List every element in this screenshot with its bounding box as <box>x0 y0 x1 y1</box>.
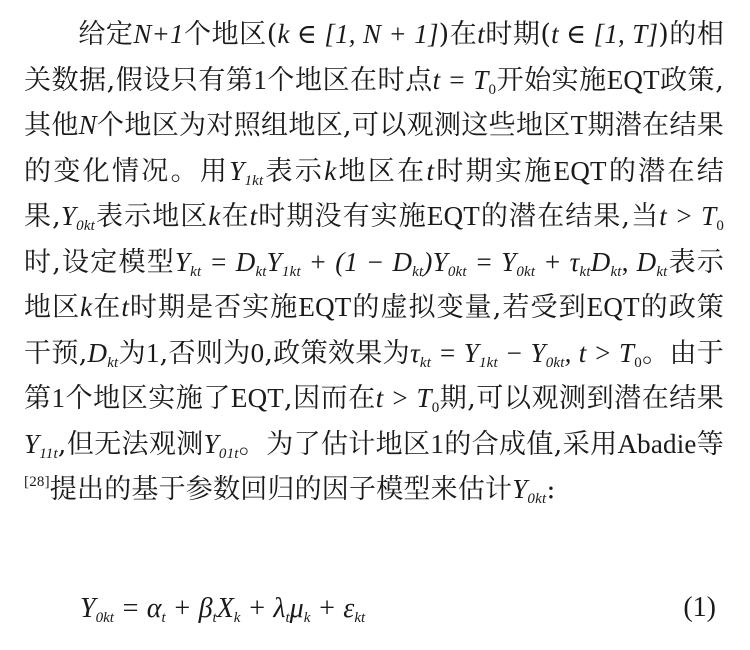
text-segment: 个地区为对照组地区,可以观测这些地区 <box>96 110 571 141</box>
text-segment: 期,可以观测到潜在结果 <box>439 383 724 414</box>
text-segment: 时期没有实施 <box>257 201 427 232</box>
math-inline: t = T <box>432 64 489 95</box>
math-subscript: 1kt <box>281 263 301 280</box>
text-segment: 的合成值,采用 <box>444 428 618 460</box>
math-subscript: kt <box>255 263 267 280</box>
text-segment: 。为了估计地区 <box>238 428 431 460</box>
math-symbol: + λ <box>240 593 286 624</box>
math-subscript: k <box>233 610 241 626</box>
math-inline: τ <box>409 337 420 368</box>
math-inline: Y <box>24 428 40 459</box>
math-subscript: kt <box>610 263 622 280</box>
text-segment: ,但无法观测 <box>57 428 204 460</box>
text-segment: 开始实施 <box>496 64 607 96</box>
text-segment: 个地区在时点 <box>267 64 433 96</box>
text-segment: 为 <box>118 337 146 369</box>
text-segment: ,否则为 <box>159 337 251 369</box>
math-inline: = Y <box>466 246 517 277</box>
math-inline: N+1 <box>133 19 184 49</box>
math-inline: Y <box>512 474 528 504</box>
display-equation <box>80 588 716 629</box>
math-inline: EQT <box>230 383 284 413</box>
math-inline: t <box>121 292 130 322</box>
math-inline: EQT <box>586 292 640 322</box>
math-inline: k <box>208 201 221 231</box>
math-inline: N <box>78 110 97 140</box>
text-segment: : <box>546 474 556 505</box>
equation-body <box>80 589 365 629</box>
math-inline: , t > T <box>564 337 635 368</box>
math-inline: 0 <box>250 337 265 368</box>
text-segment: ,因而在 <box>283 383 376 414</box>
math-inline: t > T <box>659 201 717 231</box>
math-inline: t <box>477 19 485 49</box>
text-segment: 在 <box>220 201 250 232</box>
math-inline: = Y <box>431 337 479 368</box>
body-paragraph <box>24 12 724 513</box>
math-subscript: 0 <box>634 354 642 371</box>
math-subscript: t <box>161 610 166 626</box>
text-segment: 时期( <box>485 19 552 50</box>
math-inline: t <box>426 155 435 186</box>
text-segment: 地区在 <box>336 155 427 187</box>
text-segment: 时期是否实施 <box>129 292 299 323</box>
equation-number: (1) <box>683 592 716 623</box>
math-subscript: 0kt <box>447 263 467 280</box>
math-subscript: 0kt <box>527 491 547 507</box>
text-segment: 时,设定模型 <box>24 246 175 278</box>
math-subscript: kt <box>412 263 424 280</box>
math-inline: EQT <box>298 292 352 322</box>
math-symbol: + ε <box>310 593 355 624</box>
math-subscript: t <box>285 610 290 626</box>
math-inline: EQT <box>606 64 660 95</box>
math-subscript: 0kt <box>545 354 565 371</box>
math-subscript: 0kt <box>76 218 96 234</box>
math-inline: D <box>636 246 657 277</box>
text-segment: 政策,其他 <box>24 64 724 141</box>
math-symbol: + β <box>165 593 213 624</box>
math-subscript: 11t <box>39 445 58 462</box>
math-inline: , <box>621 246 637 277</box>
math-subscript: kt <box>419 354 432 371</box>
text-segment: 的政策干预, <box>24 292 725 369</box>
author-name: Abadie <box>617 428 697 459</box>
math-inline: k ∈ [1, N + 1] <box>277 19 439 49</box>
text-segment: 的潜在结果,当 <box>479 201 660 232</box>
math-subscript: kt <box>354 610 366 626</box>
math-inline: k <box>324 155 337 186</box>
math-inline: D <box>590 246 611 277</box>
math-subscript: 0 <box>431 400 440 416</box>
text-segment: 期潜在结果的变化情况。用 <box>24 110 724 187</box>
math-inline: D <box>87 337 108 368</box>
math-subscript: kt <box>579 263 591 280</box>
math-subscript: 1kt <box>478 354 498 371</box>
math-inline: Y <box>60 201 77 231</box>
math-symbol: X <box>216 593 234 624</box>
math-inline: Y <box>229 155 245 186</box>
text-segment: 。由于第 <box>24 337 724 414</box>
text-segment: 等 <box>696 428 724 460</box>
math-subscript: kt <box>107 354 119 371</box>
text-segment: ) <box>658 19 669 50</box>
text-segment: 在 <box>92 292 122 323</box>
math-inline: Y <box>266 246 282 277</box>
math-inline: t ∈ [1, T] <box>551 19 659 49</box>
math-subscript: 0kt <box>516 263 536 280</box>
text-segment: )在 <box>438 19 478 50</box>
math-subscript: 1kt <box>244 172 264 189</box>
math-symbol: μ <box>289 593 304 624</box>
text-segment: 提出的基于参数回归的因子模型来估计 <box>49 474 513 505</box>
math-inline: 1 <box>51 383 66 413</box>
text-segment: 表示 <box>263 155 325 187</box>
math-inline: = D <box>201 246 256 277</box>
text-segment: 实施 <box>494 155 554 187</box>
math-subscript: 0kt <box>95 610 114 626</box>
text-segment: 的相关数据,假设只有第 <box>24 19 725 96</box>
text-segment: 时期 <box>434 155 495 187</box>
text-segment: 个地区实施了 <box>65 383 231 414</box>
text-segment: 个地区( <box>183 19 278 50</box>
math-inline: 1 <box>253 64 268 95</box>
text-segment: 表示地区 <box>95 201 209 232</box>
math-subscript: kt <box>190 263 202 280</box>
math-inline: EQT <box>426 201 480 231</box>
text-segment: 的虚拟变量,若受到 <box>351 292 587 323</box>
math-symbol: = α <box>113 593 162 624</box>
math-subscript: k <box>303 610 311 626</box>
math-inline: )Y <box>423 246 448 277</box>
math-inline: EQT <box>553 155 607 186</box>
math-symbol: Y <box>80 593 96 624</box>
math-subscript: 0 <box>716 218 725 234</box>
math-inline: + (1 − D <box>300 246 413 277</box>
math-inline: t > T <box>375 383 432 413</box>
math-inline: t <box>249 201 258 231</box>
math-inline: Y <box>174 246 191 277</box>
math-inline: k <box>80 292 93 322</box>
text-segment: 的潜在结果, <box>24 155 725 232</box>
math-inline: + τ <box>535 246 580 277</box>
math-inline: − Y <box>497 337 546 368</box>
text-segment: 给定 <box>78 19 134 50</box>
citation-reference[interactable]: [28] <box>24 474 50 490</box>
text-segment: ,政策效果为 <box>264 337 410 369</box>
math-inline: Y <box>203 428 219 459</box>
math-inline: 1 <box>430 428 445 459</box>
math-subscript: kt <box>656 263 668 280</box>
text-segment: 表示地区 <box>24 246 724 323</box>
math-subscript: 01t <box>218 445 239 462</box>
math-inline: T <box>570 110 588 140</box>
math-inline: 1 <box>145 337 160 368</box>
math-subscript: 0 <box>488 81 497 98</box>
math-subscript: t <box>212 610 217 626</box>
